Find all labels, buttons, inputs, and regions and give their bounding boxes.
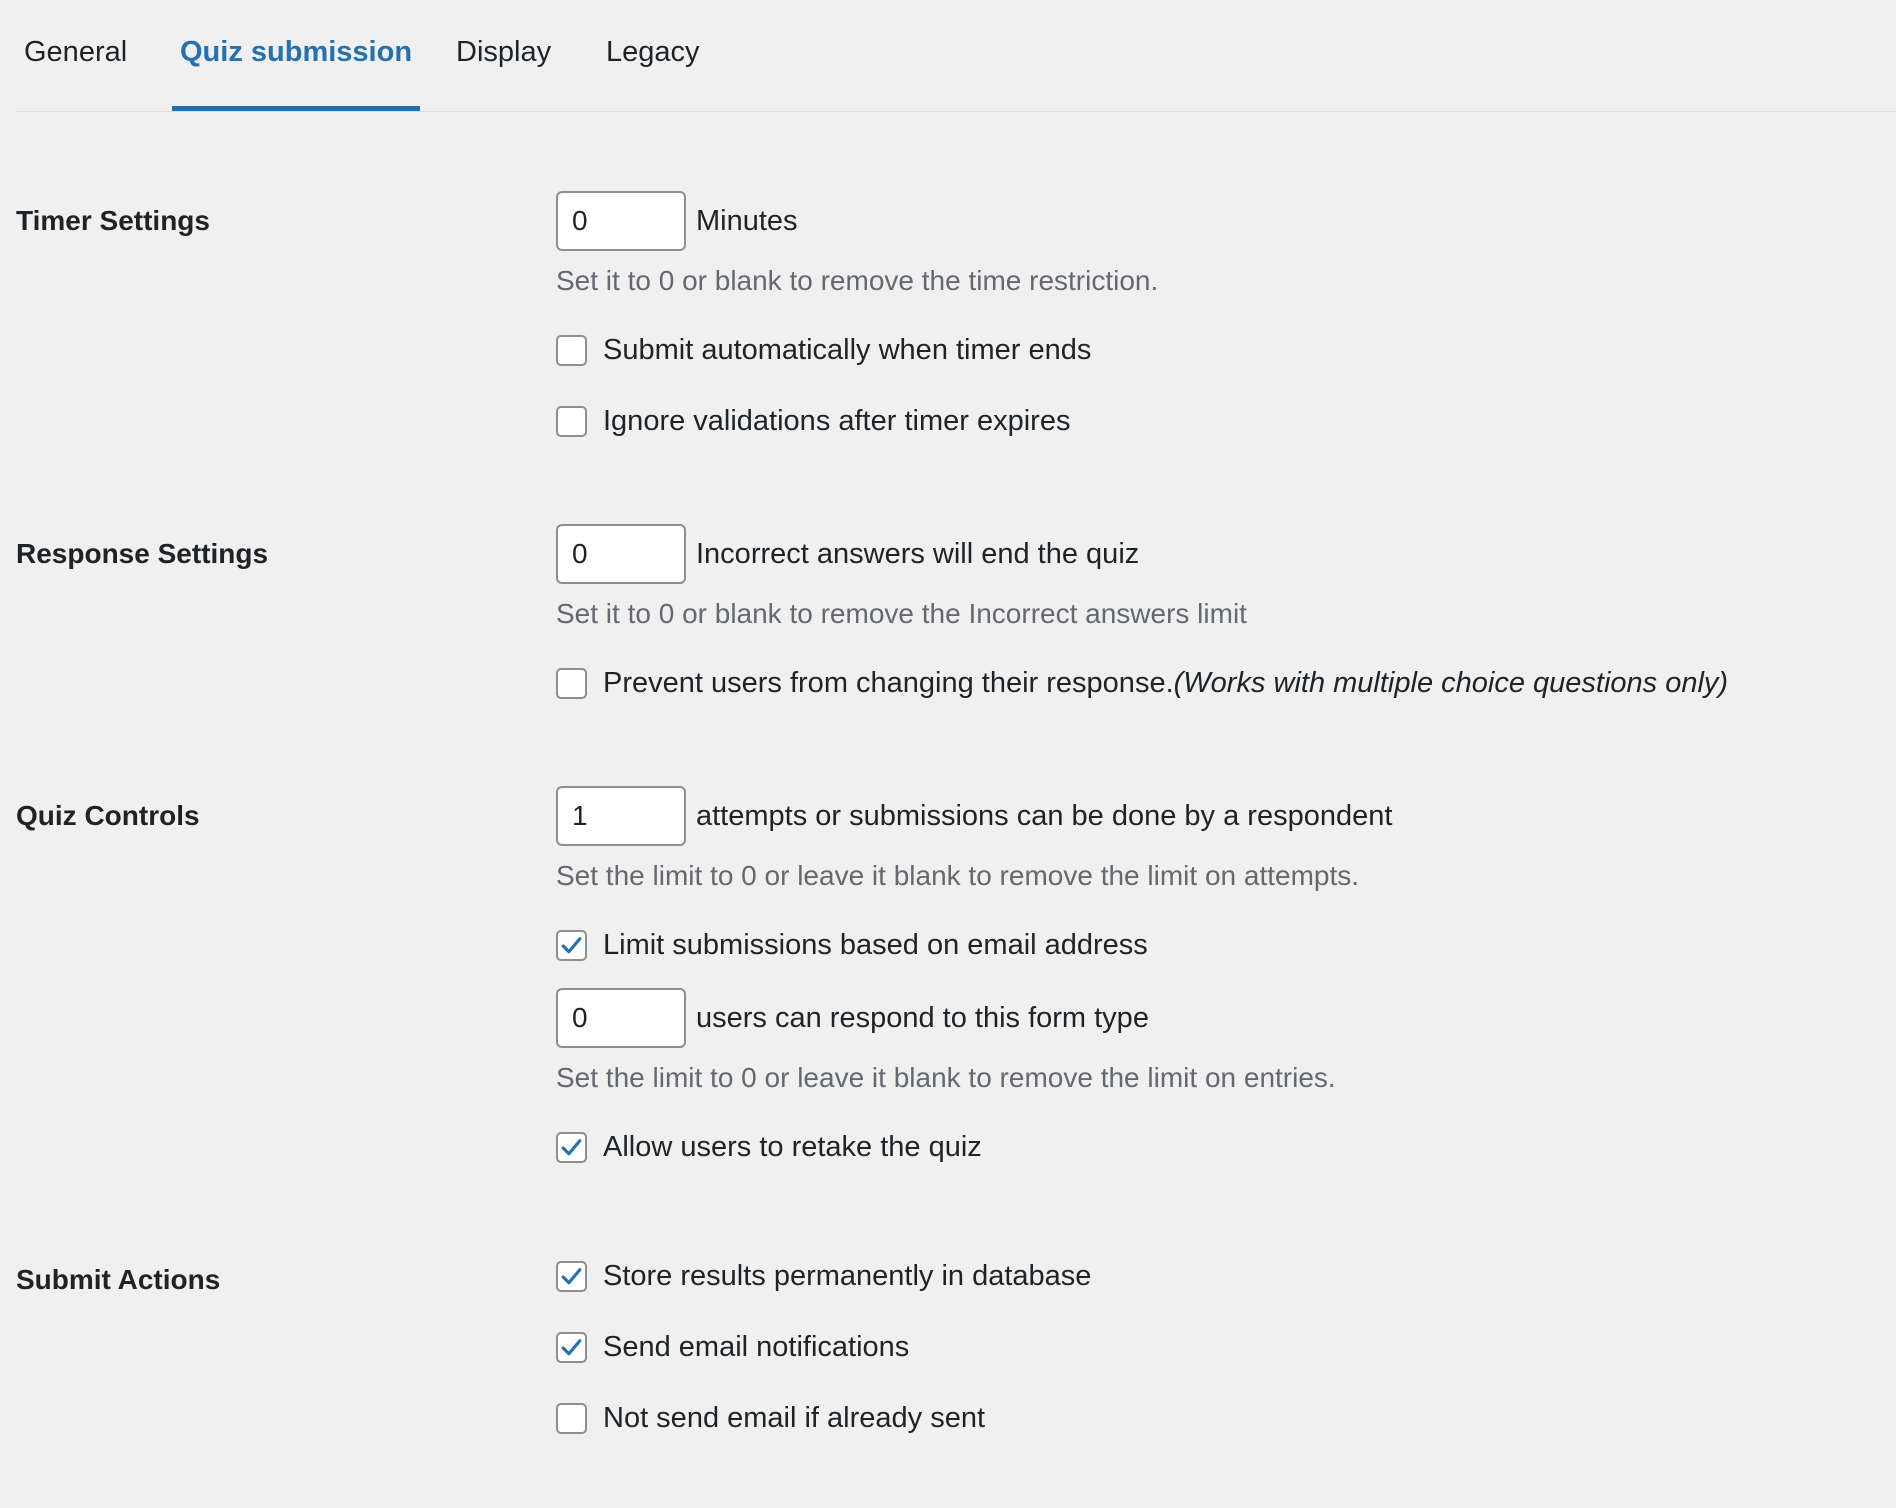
attempts-description: Set the limit to 0 or leave it blank to remove the limit on attempts.	[556, 860, 1360, 891]
store-results-label: Store results permanently in database	[603, 1260, 1092, 1292]
auto-submit-row[interactable]	[556, 334, 1091, 367]
response-description: Set it to 0 or blank to remove the Incorrect answers limit	[556, 598, 1247, 629]
store-results-row[interactable]	[556, 1260, 1091, 1293]
timer-minutes-suffix: Minutes	[696, 204, 798, 237]
retake-row[interactable]	[556, 1131, 982, 1164]
auto-submit-label: Submit automatically when timer ends	[603, 334, 1092, 366]
attempts-suffix: attempts or submissions can be done by a respondent	[696, 799, 1393, 832]
not-send-if-sent-checkbox[interactable]	[556, 1403, 587, 1434]
retake-label: Allow users to retake the quiz	[603, 1131, 982, 1163]
timer-settings-heading: Timer Settings	[16, 205, 210, 236]
send-email-checkbox[interactable]	[556, 1332, 587, 1363]
prevent-change-note: (Works with multiple choice questions only)	[1173, 667, 1729, 699]
attempts-row	[556, 786, 1392, 846]
tab-quiz-submission[interactable]: Quiz submission	[172, 30, 420, 111]
checkmark-icon	[559, 1335, 584, 1360]
incorrect-answers-row	[556, 524, 1139, 584]
not-send-if-sent-row[interactable]	[556, 1402, 985, 1435]
tab-display[interactable]: Display	[456, 36, 552, 68]
send-email-label: Send email notifications	[603, 1331, 910, 1363]
users-limit-row	[556, 988, 1149, 1048]
limit-email-checkbox[interactable]	[556, 930, 587, 961]
not-send-if-sent-label: Not send email if already sent	[603, 1402, 986, 1434]
response-settings-heading: Response Settings	[16, 538, 269, 569]
incorrect-answers-input[interactable]	[556, 524, 686, 584]
checkmark-icon	[559, 933, 584, 958]
timer-minutes-row	[556, 191, 798, 251]
limit-email-row[interactable]	[556, 929, 1148, 962]
checkmark-icon	[559, 1264, 584, 1289]
quiz-controls-heading: Quiz Controls	[16, 800, 200, 831]
tab-general[interactable]: General	[24, 36, 128, 68]
prevent-change-text: Prevent users from changing their response.	[603, 667, 1174, 699]
prevent-change-row[interactable]	[556, 667, 1728, 700]
users-limit-description: Set the limit to 0 or leave it blank to remove the limit on entries.	[556, 1062, 1336, 1093]
auto-submit-checkbox[interactable]	[556, 335, 587, 366]
ignore-validations-checkbox[interactable]	[556, 406, 587, 437]
timer-description: Set it to 0 or blank to remove the time restriction.	[556, 265, 1159, 296]
limit-email-label: Limit submissions based on email address	[603, 929, 1148, 961]
ignore-validations-row[interactable]	[556, 405, 1070, 438]
store-results-checkbox[interactable]	[556, 1261, 587, 1292]
incorrect-answers-suffix: Incorrect answers will end the quiz	[696, 537, 1140, 570]
tab-legacy[interactable]: Legacy	[606, 36, 700, 68]
ignore-validations-label: Ignore validations after timer expires	[603, 405, 1071, 437]
attempts-input[interactable]	[556, 786, 686, 846]
retake-checkbox[interactable]	[556, 1132, 587, 1163]
prevent-change-label	[603, 667, 1728, 700]
timer-minutes-input[interactable]	[556, 191, 686, 251]
checkmark-icon	[559, 1135, 584, 1160]
settings-tabs	[16, 0, 1896, 112]
send-email-row[interactable]	[556, 1331, 909, 1364]
users-limit-suffix: users can respond to this form type	[696, 1001, 1149, 1034]
submit-actions-heading: Submit Actions	[16, 1264, 221, 1295]
users-limit-input[interactable]	[556, 988, 686, 1048]
prevent-change-checkbox[interactable]	[556, 668, 587, 699]
